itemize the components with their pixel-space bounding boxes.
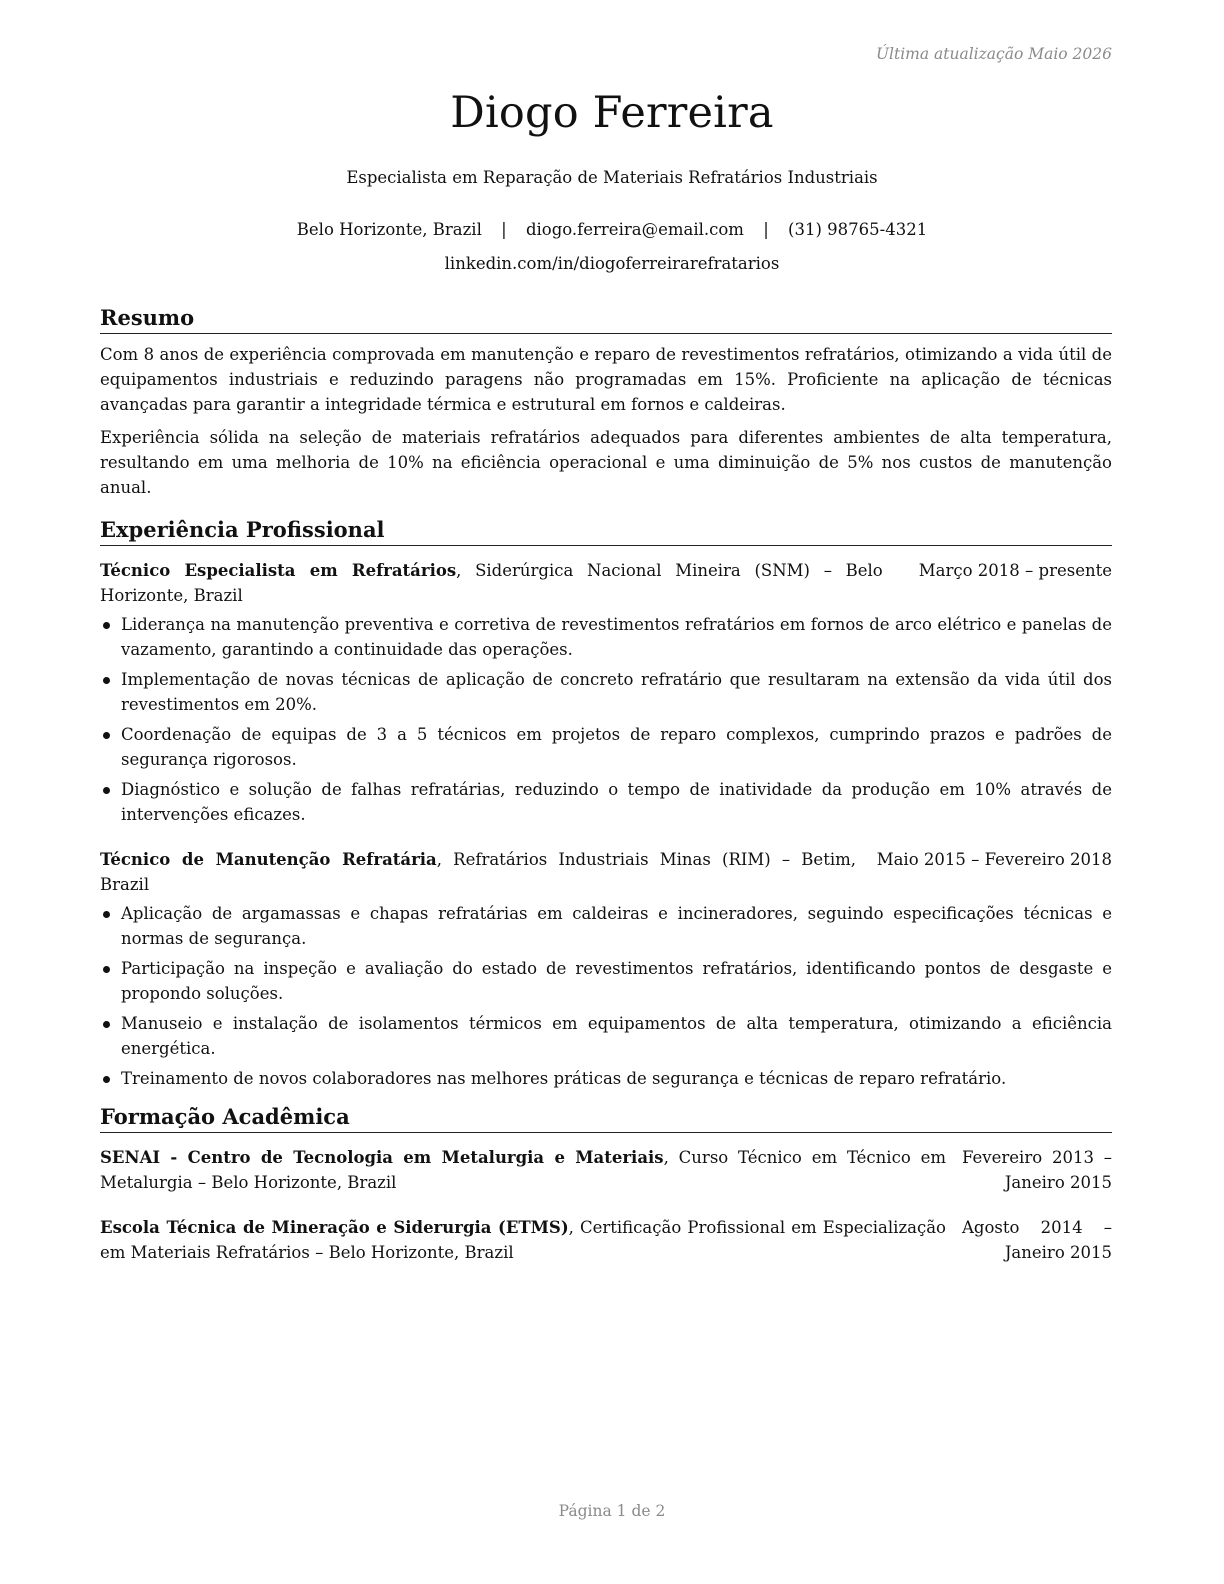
contact-separator: | <box>501 220 507 239</box>
section-heading-summary: Resumo <box>100 304 1112 334</box>
bullet-text: Treinamento de novos colaboradores nas melhores práticas de segurança e técnicas de reparo refratário. <box>121 1069 1007 1088</box>
resume-content <box>100 304 1112 1272</box>
job-header <box>100 558 1112 608</box>
list-item <box>100 1011 1112 1061</box>
bullet-text: Aplicação de argamassas e chapas refratárias em caldeiras e incineradores, seguindo especificações técnicas e normas de segurança. <box>121 904 1112 948</box>
candidate-title: Especialista em Reparação de Materiais Refratários Industriais <box>346 168 878 187</box>
job-description <box>100 558 919 608</box>
job-role: Técnico Especialista em Refratários <box>100 561 457 580</box>
bullet-text: Implementação de novas técnicas de aplicação de concreto refratário que resultaram na extensão da vida útil dos revestimentos em 20%. <box>121 670 1112 714</box>
bullet-text: Liderança na manutenção preventiva e corretiva de revestimentos refratários em fornos de arco elétrico e panelas de vazamento, garantindo a continuidade das operações. <box>121 615 1112 659</box>
linkedin-link[interactable]: linkedin.com/in/diogoferreirarefratarios <box>444 254 780 273</box>
list-item <box>100 612 1112 662</box>
education-header <box>100 1145 1112 1195</box>
section-heading-experience: Experiência Profissional <box>100 516 1112 546</box>
experience-section <box>100 516 1112 1091</box>
contact-email[interactable]: diogo.ferreira@email.com <box>525 220 744 239</box>
job-bullets <box>100 901 1112 1091</box>
bullet-icon <box>103 622 110 629</box>
list-item <box>100 667 1112 717</box>
bullet-text: Manuseio e instalação de isolamentos térmicos em equipamentos de alta temperatura, otimizando a eficiência energética. <box>121 1014 1112 1058</box>
bullet-text: Participação na inspeção e avaliação do estado de revestimentos refratários, identificando pontos de desgaste e propondo soluções. <box>121 959 1112 1003</box>
bullet-icon <box>103 677 110 684</box>
job-description <box>100 847 872 897</box>
education-description <box>100 1145 962 1195</box>
bullet-icon <box>103 787 110 794</box>
education-institution: SENAI - Centro de Tecnologia em Metalurgia e Materiais <box>100 1148 664 1167</box>
job-entry <box>100 558 1112 827</box>
summary-paragraph: Com 8 anos de experiência comprovada em manutenção e reparo de revestimentos refratários, otimizando a vida útil de equipamentos industriais e reduzindo paragens não programadas em 15%. Proficiente na aplicação de técnicas avançadas para garantir a integridade térmica e estrutural em fornos e caldeiras. <box>100 345 1112 414</box>
list-item <box>100 956 1112 1006</box>
summary-section <box>100 304 1112 500</box>
education-entry <box>100 1215 1112 1265</box>
bullet-text: Coordenação de equipas de 3 a 5 técnicos em projetos de reparo complexos, cumprindo prazos e padrões de segurança rigorosos. <box>121 725 1112 769</box>
education-institution: Escola Técnica de Mineração e Siderurgia (ETMS) <box>100 1218 569 1237</box>
education-dates: Fevereiro 2013 – Janeiro 2015 <box>962 1148 1112 1192</box>
list-item <box>100 901 1112 951</box>
contact-location: Belo Horizonte, Brazil <box>296 220 482 239</box>
summary-paragraph: Experiência sólida na seleção de materiais refratários adequados para diferentes ambientes de alta temperatura, resultando em uma melhoria de 10% na eficiência operacional e uma diminuição de 5% nos custos de manutenção anual. <box>100 428 1112 497</box>
education-section <box>100 1103 1112 1265</box>
bullet-icon <box>103 1021 110 1028</box>
education-description <box>100 1215 962 1265</box>
education-details: , Curso Técnico em Técnico em Metalurgia – Belo Horizonte, Brazil <box>100 1148 946 1192</box>
job-header <box>100 847 1112 897</box>
contact-line <box>0 220 1224 239</box>
contact-separator: | <box>763 220 769 239</box>
education-header <box>100 1215 1112 1265</box>
job-details: , Refratários Industriais Minas (RIM) – Betim, Brazil <box>100 850 856 894</box>
last-updated: Última atualização Maio 2026 <box>875 45 1112 63</box>
list-item <box>100 1066 1112 1091</box>
contact-phone: (31) 98765-4321 <box>788 220 928 239</box>
list-item <box>100 777 1112 827</box>
job-bullets <box>100 612 1112 827</box>
bullet-icon <box>103 1076 110 1083</box>
job-dates: Março 2018 – presente <box>918 561 1112 580</box>
education-entry <box>100 1145 1112 1195</box>
section-heading-education: Formação Acadêmica <box>100 1103 1112 1133</box>
candidate-name: Diogo Ferreira <box>450 88 774 138</box>
page-indicator: Página 1 de 2 <box>558 1502 666 1520</box>
job-details: , Siderúrgica Nacional Mineira (SNM) – Belo Horizonte, Brazil <box>100 561 883 605</box>
list-item <box>100 722 1112 772</box>
bullet-icon <box>103 966 110 973</box>
bullet-text: Diagnóstico e solução de falhas refratárias, reduzindo o tempo de inatividade da produção em 10% através de intervenções eficazes. <box>121 780 1112 824</box>
job-entry <box>100 847 1112 1091</box>
bullet-icon <box>103 911 110 918</box>
job-role: Técnico de Manutenção Refratária <box>100 850 437 869</box>
education-details: , Certificação Profissional em Especialização em Materiais Refratários – Belo Horizonte, Brazil <box>100 1218 946 1262</box>
bullet-icon <box>103 732 110 739</box>
education-dates: Agosto 2014 – Janeiro 2015 <box>962 1218 1112 1262</box>
job-dates: Maio 2015 – Fevereiro 2018 <box>876 850 1112 869</box>
